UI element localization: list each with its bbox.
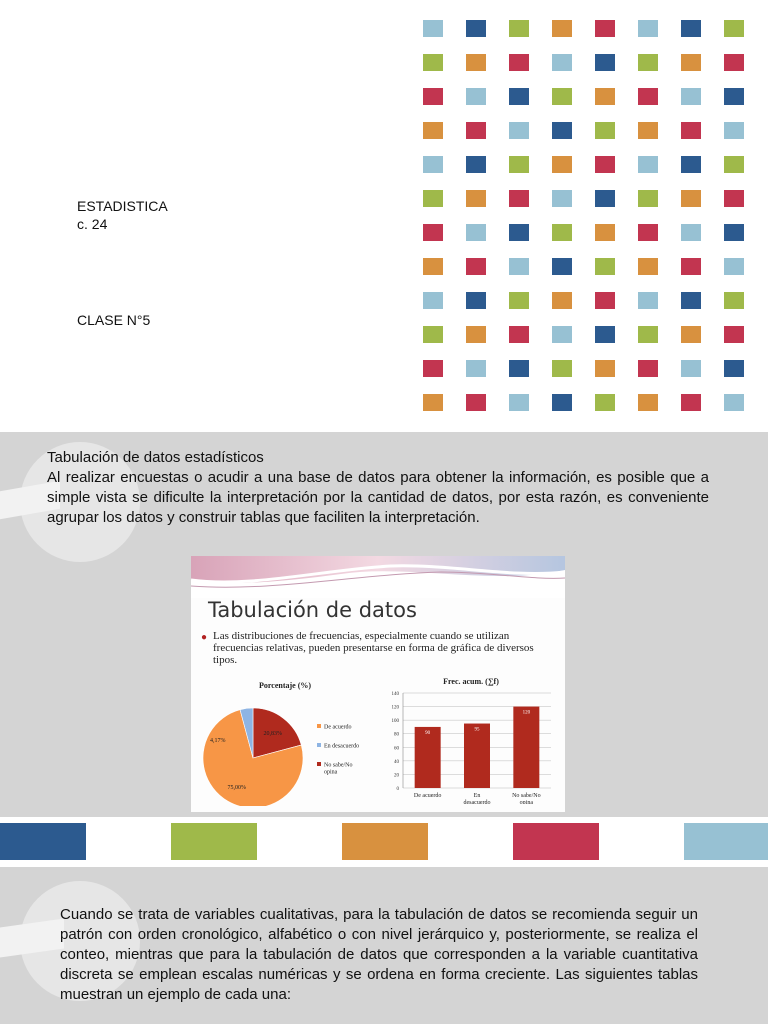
color-square [681,122,701,139]
color-square [595,122,615,139]
class-number: CLASE N°5 [77,312,151,328]
color-square [423,224,443,241]
color-square [724,360,744,377]
color-square [552,88,572,105]
color-bar [0,823,86,860]
color-square [681,224,701,241]
y-tick-label: 20 [394,773,399,779]
pie-data-label: 75,00% [227,785,247,792]
color-square [681,20,701,37]
embedded-slide-image [191,556,565,812]
y-tick-label: 60 [394,746,399,752]
bar-data-label: 120 [522,710,531,716]
color-square [595,326,615,343]
legend-swatch [317,724,321,728]
color-square [466,88,486,105]
color-square [595,258,615,275]
color-square [466,360,486,377]
color-square [638,20,658,37]
section-heading: Tabulación de datos estadísticos [47,449,264,466]
bar-data-label: 90 [425,730,431,736]
bar [464,724,490,788]
color-square [423,122,443,139]
color-square [423,360,443,377]
color-bar [342,823,428,860]
color-square [552,156,572,173]
color-square [509,122,529,139]
color-square [466,190,486,207]
slide-wave-header [191,556,565,598]
color-square [724,20,744,37]
y-tick-label: 40 [394,759,399,765]
color-square [724,156,744,173]
cover-slide [0,0,768,432]
color-square [638,88,658,105]
pie-data-label: 4,17% [210,738,226,744]
color-square [552,20,572,37]
color-square [509,54,529,71]
color-square [638,292,658,309]
content-slide [0,432,768,817]
y-tick-label: 0 [396,787,399,792]
color-square [466,156,486,173]
color-square [509,258,529,275]
color-square [423,156,443,173]
color-square [681,190,701,207]
slide-bullet [201,630,553,666]
color-square [595,224,615,241]
color-square [724,122,744,139]
color-square [595,88,615,105]
color-square [466,326,486,343]
color-square [509,292,529,309]
color-square [423,394,443,411]
color-square [681,394,701,411]
color-square [509,394,529,411]
color-square [552,122,572,139]
color-square [466,394,486,411]
legend-swatch [317,743,321,747]
pie-chart-title: Porcentaje (%) [258,681,312,690]
color-square [681,54,701,71]
color-square [724,54,744,71]
color-square [595,190,615,207]
y-tick-label: 140 [391,692,399,697]
color-square [638,224,658,241]
color-bar [513,823,599,860]
color-square [552,360,572,377]
color-square [552,326,572,343]
color-square [724,292,744,309]
color-square [638,122,658,139]
bar-chart-title: Frec. acum. (∑f) [443,677,499,686]
section-paragraph: Al realizar encuestas o acudir a una base de datos para obtener la información, es posible que a simple vista se dificulte la interpretación por la cantidad de datos, por esta razón, es conveniente agrupar los datos y construir tablas que faciliten la interpretación. [47,469,709,526]
color-square [595,394,615,411]
color-square [724,190,744,207]
color-square [681,88,701,105]
color-square [638,54,658,71]
color-square [638,326,658,343]
color-square [466,258,486,275]
color-square [595,156,615,173]
color-square [552,224,572,241]
x-tick-label: En desacuerdo [463,793,491,804]
color-square [681,156,701,173]
color-square [724,88,744,105]
color-square [638,156,658,173]
color-square [466,54,486,71]
color-square [552,54,572,71]
slide-bullet-text: Las distribuciones de frecuencias, especialmente cuando se utilizan frecuencias relativas, pueden presentarse en forma de gráfica de diversos tipos. [213,630,534,666]
color-square [423,88,443,105]
color-square [595,360,615,377]
color-square [595,54,615,71]
slide-title: Tabulación de datos [208,598,417,622]
color-square [509,88,529,105]
color-square [638,360,658,377]
course-code: c. 24 [77,216,108,232]
color-square [423,20,443,37]
pie-data-label: 20,83% [263,731,283,738]
color-bars-strip [0,817,768,867]
color-square [509,190,529,207]
legend-label: No sabe/No opina [324,762,353,776]
color-square [638,190,658,207]
color-square [724,326,744,343]
bar [415,727,441,788]
color-bar [171,823,257,860]
course-title: ESTADISTICA [77,198,168,214]
bar-data-label: 95 [474,727,480,733]
color-square [552,190,572,207]
y-tick-label: 120 [391,705,399,711]
bar-chart [381,674,561,804]
color-square [724,258,744,275]
color-square [681,360,701,377]
color-square [423,326,443,343]
color-square [509,326,529,343]
color-square [509,360,529,377]
x-tick-label: De acuerdo [413,793,442,799]
color-square [466,292,486,309]
bottom-paragraph: Cuando se trata de variables cualitativas, para la tabulación de datos se recomienda seguir un patrón con orden cronológico, alfabético o con nivel jerárquico y, posteriormente, se realiza el conteo, mientras que para la tabulación de datos que corresponden a la variable cuantitativa discreta se emplean escalas numéricas y se ordena en forma creciente. Las siguientes tablas muestran un ejemplo de cada una: [60,906,698,1003]
color-square [423,190,443,207]
color-square [466,20,486,37]
legend-label: De acuerdo [324,724,352,731]
legend-swatch [317,762,321,766]
color-square [681,292,701,309]
color-square [552,258,572,275]
color-square [638,258,658,275]
color-square [423,292,443,309]
color-bar [684,823,768,860]
bar [513,707,539,788]
color-square [423,258,443,275]
bullet-dot-icon: ● [201,632,208,643]
color-square [638,394,658,411]
color-square [724,394,744,411]
color-square [552,394,572,411]
color-square [595,292,615,309]
color-square [466,224,486,241]
pie-chart [195,676,385,806]
color-square [466,122,486,139]
bottom-slide [0,867,768,1024]
legend-label: En desacuerdo [324,743,360,750]
color-square [509,20,529,37]
color-square [681,258,701,275]
color-square [423,54,443,71]
color-square [724,224,744,241]
y-tick-label: 80 [394,732,399,738]
color-square [595,20,615,37]
color-square [681,326,701,343]
y-tick-label: 100 [391,719,399,725]
color-square [509,156,529,173]
color-square [552,292,572,309]
x-tick-label: No sabe/No opina [512,793,541,804]
color-square [509,224,529,241]
